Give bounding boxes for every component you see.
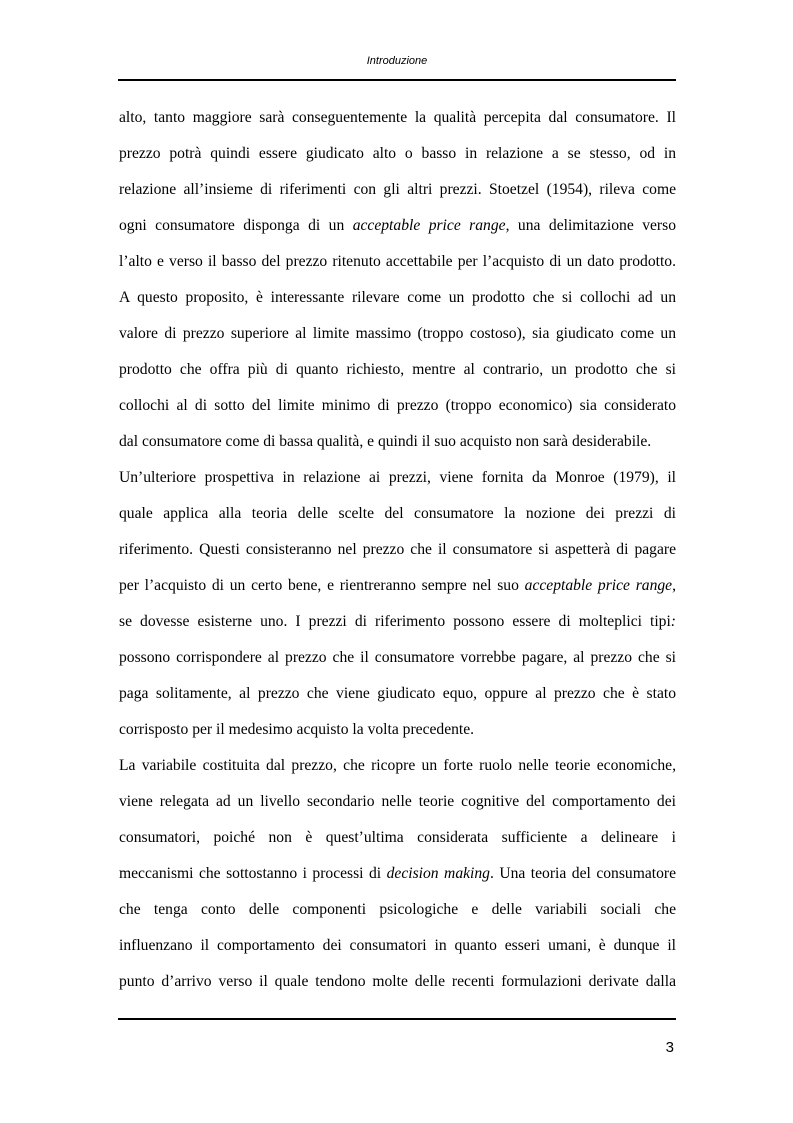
text-segment: consumatori, poiché non è quest’ultima considerata sufficiente a delineare i [119,829,676,846]
text-line [119,352,676,388]
page-number: 3 [665,1039,674,1056]
text-line [119,172,676,208]
text-segment: dal consumatore come di bassa qualità, e quindi il suo acquisto non sarà desiderabile. [119,433,652,450]
text-line [119,208,676,244]
text-segment: prezzo potrà quindi essere giudicato alto o basso in relazione a se stesso, od in [119,145,676,162]
text-segment: relazione all’insieme di riferimenti con gli altri prezzi. Stoetzel (1954), rileva come [119,181,676,198]
text-line [119,316,676,352]
text-line [119,388,676,424]
text-segment: corrisposto per il medesimo acquisto la volta precedente. [119,721,475,738]
text-line [119,892,676,928]
text-segment: influenzano il comportamento dei consumatori in quanto esseri umani, è dunque il [119,937,676,954]
text-segment: ogni consumatore disponga di un [119,217,353,234]
text-segment: paga solitamente, al prezzo che viene giudicato equo, oppure al prezzo che è stato [119,685,676,702]
text-segment: Un’ulteriore prospettiva in relazione ai prezzi, viene fornita da Monroe (1979), il [119,469,676,486]
footer-rule [118,1018,676,1020]
text-segment: prodotto che offra più di quanto richiesto, mentre al contrario, un prodotto che si [119,361,676,378]
text-segment: , una delimitazione verso [505,217,676,234]
italic-phrase: : [670,613,676,630]
text-line [119,568,676,604]
text-segment: valore di prezzo superiore al limite massimo (troppo costoso), sia giudicato come un [119,325,676,342]
text-line [119,928,676,964]
text-line [119,496,676,532]
text-segment: collochi al di sotto del limite minimo di prezzo (troppo economico) sia considerato [119,397,676,414]
text-segment: se dovesse esisterne uno. I prezzi di riferimento possono essere di molteplici tipi [119,613,671,630]
text-line [119,460,676,496]
text-line [119,136,676,172]
text-line [119,640,676,676]
text-segment: A questo proposito, è interessante rilevare come un prodotto che si collochi ad un [119,289,676,306]
running-header: Introduzione [366,55,428,67]
text-line [119,820,676,856]
text-line [119,964,676,1000]
text-segment: possono corrispondere al prezzo che il consumatore vorrebbe pagare, al prezzo che si [119,649,676,666]
text-line [119,784,676,820]
text-segment: riferimento. Questi consisteranno nel prezzo che il consumatore si aspetterà di pagare [119,541,676,558]
text-line [119,676,676,712]
text-line [119,748,676,784]
italic-phrase: acceptable price range [524,577,673,594]
text-segment: , [672,577,676,594]
text-line [119,604,676,640]
text-line [119,244,676,280]
text-segment: meccanismi che sottostanno i processi di [119,865,387,882]
text-line [119,532,676,568]
text-segment: per l’acquisto di un certo bene, e rientreranno sempre nel suo [119,577,525,594]
text-segment: alto, tanto maggiore sarà conseguentemente la qualità percepita dal consumatore. Il [119,109,676,126]
text-line [119,712,676,748]
text-segment: l’alto e verso il basso del prezzo ritenuto accettabile per l’acquisto di un dato prodotto. [119,253,676,270]
text-segment: quale applica alla teoria delle scelte del consumatore la nozione dei prezzi di [119,505,676,522]
text-line [119,280,676,316]
text-segment: viene relegata ad un livello secondario nelle teorie cognitive del comportamento dei [119,793,676,810]
text-line [119,856,676,892]
text-segment: . Una teoria del consumatore [489,865,676,882]
text-segment: punto d’arrivo verso il quale tendono molte delle recenti formulazioni derivate dalla [119,973,676,990]
text-line [119,424,676,460]
text-segment: La variabile costituita dal prezzo, che ricopre un forte ruolo nelle teorie economiche, [119,757,676,774]
body-text [119,100,676,1000]
italic-phrase: decision making [386,865,490,882]
text-segment: che tenga conto delle componenti psicologiche e delle variabili sociali che [119,901,676,918]
header-rule [118,79,676,81]
text-line [119,100,676,136]
italic-phrase: acceptable price range [352,217,506,234]
